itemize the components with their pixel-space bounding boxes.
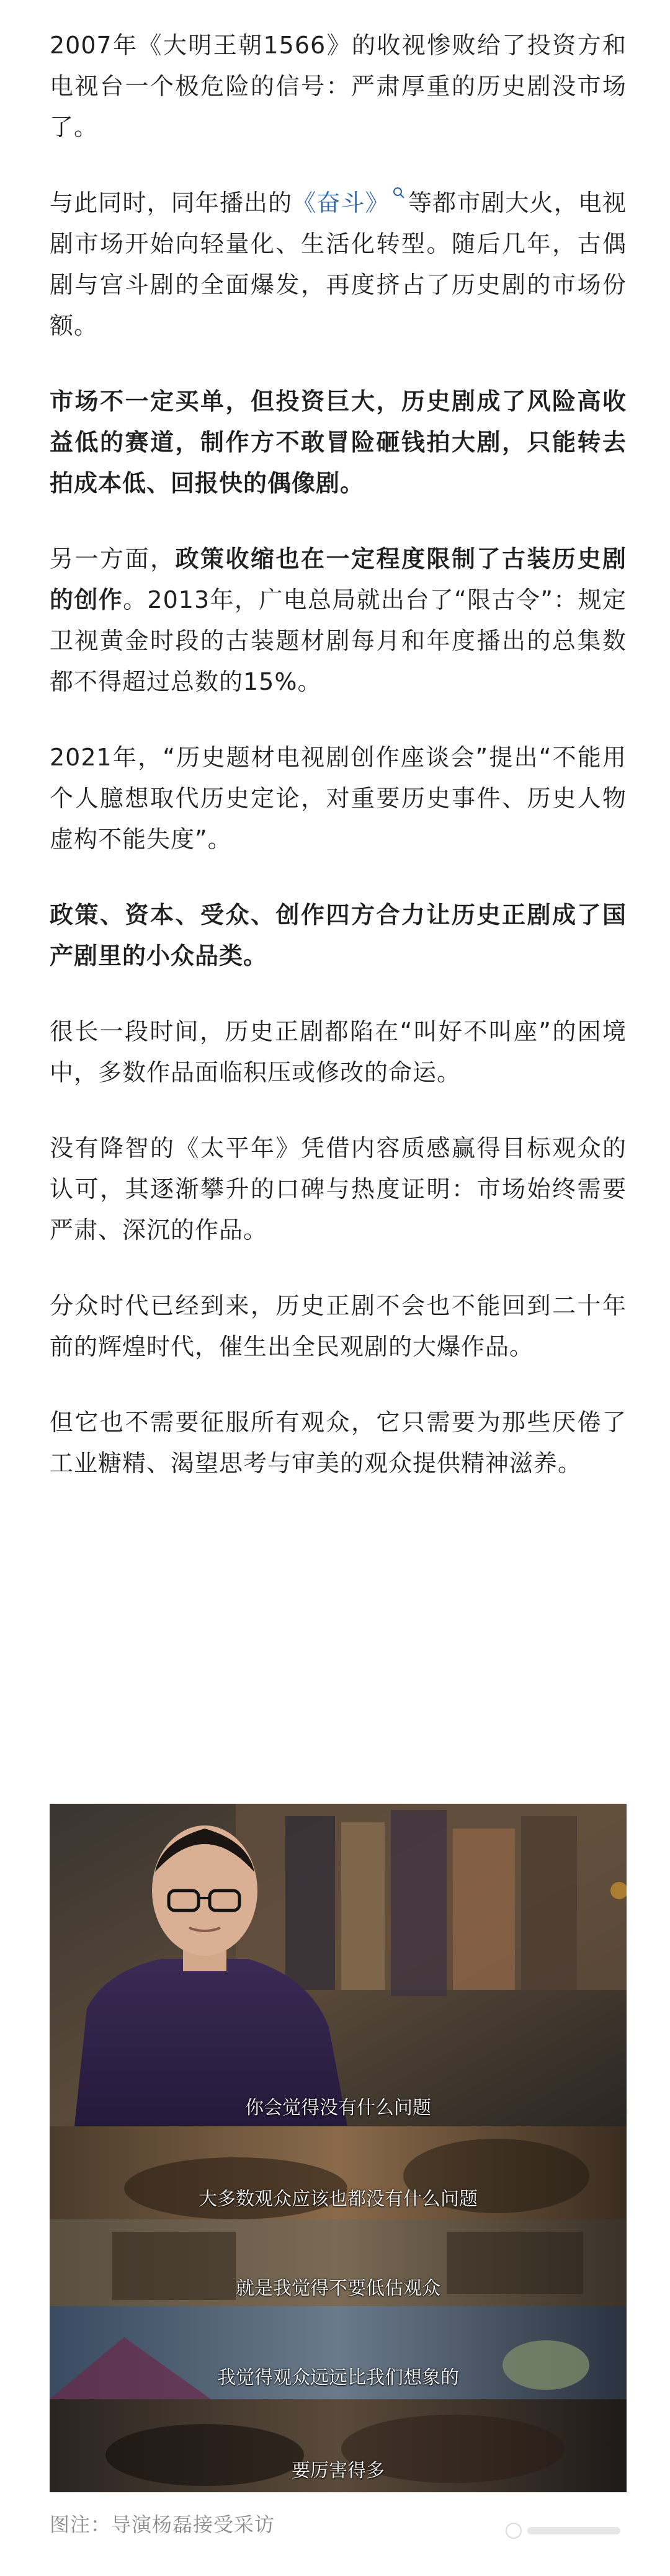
paragraph-text: 2007年《大明王朝1566》的收视惨败给了投资方和电视台一个极危险的信号：严肃厚重的历史剧没市场了。 <box>50 32 627 141</box>
image-caption: 图注：导演杨磊接受采访 <box>50 2513 275 2536</box>
paragraph-text: 等都市剧大火，电视剧市场开始向轻量化、生活化转型。随后几年，古偶剧与宫斗剧的全面爆发，再度挤占了历史剧的市场份额。 <box>50 189 627 339</box>
paragraph-bold <box>50 381 627 504</box>
paragraph-text: 没有降智的《太平年》凭借内容质感赢得目标观众的认可，其逐渐攀升的口碑与热度证明：市场始终需要严肃、深沉的作品。 <box>50 1134 627 1244</box>
paragraph <box>50 1402 627 1484</box>
search-icon[interactable] <box>392 186 406 200</box>
paragraph <box>50 1285 627 1367</box>
paragraph-text: 。2013年，广电总局就出台了“限古令”：规定卫视黄金时段的古装题材剧每月和年度播出的总集数都不得超过总数的15%。 <box>50 586 627 695</box>
paragraph-text: 2021年，“历史题材电视剧创作座谈会”提出“不能用个人臆想取代历史定论，对重要历史事件、历史人物虚构不能失度”。 <box>50 744 627 853</box>
video-subtitle: 要厉害得多 <box>292 2460 385 2482</box>
paragraph <box>50 182 627 346</box>
paragraph <box>50 1128 627 1250</box>
paragraph-text: 分众时代已经到来，历史正剧不会也不能回到二十年前的辉煌时代，催生出全民观剧的大爆作品。 <box>50 1292 627 1360</box>
video-subtitle: 就是我觉得不要低估观众 <box>236 2278 440 2299</box>
video-subtitle: 大多数观众应该也都没有什么问题 <box>199 2188 478 2210</box>
paragraph-bold <box>50 894 627 976</box>
paragraph-text: 与此同时，同年播出的 <box>50 189 293 216</box>
video-subtitle: 你会觉得没有什么问题 <box>245 2097 431 2119</box>
watermark-logo <box>502 2518 627 2543</box>
paragraph <box>50 25 627 148</box>
article-body <box>50 25 627 1518</box>
paragraph-text: 市场不一定买单，但投资巨大，历史剧成了风险高收益低的赛道，制作方不敢冒险砸钱拍大剧，只能转去拍成本低、回报快的偶像剧。 <box>50 388 627 497</box>
paragraph-text: 另一方面， <box>50 545 176 573</box>
show-link[interactable]: 《奋斗》 <box>292 189 390 216</box>
paragraph <box>50 538 627 702</box>
paragraph-text: 但它也不需要征服所有观众，它只需要为那些厌倦了工业糖精、渴望思考与审美的观众提供精神滋养。 <box>50 1409 627 1477</box>
paragraph <box>50 737 627 860</box>
video-subtitle: 我觉得观众远远比我们想象的 <box>217 2367 459 2389</box>
paragraph-emphasis: 政策收缩也在一定程度限制了古装历史剧的创作 <box>50 545 627 613</box>
interview-image[interactable] <box>50 1804 627 2492</box>
paragraph-text: 政策、资本、受众、创作四方合力让历史正剧成了国产剧里的小众品类。 <box>50 901 627 969</box>
paragraph <box>50 1011 627 1093</box>
paragraph-text: 很长一段时间，历史正剧都陷在“叫好不叫座”的困境中，多数作品面临积压或修改的命运。 <box>50 1018 627 1086</box>
